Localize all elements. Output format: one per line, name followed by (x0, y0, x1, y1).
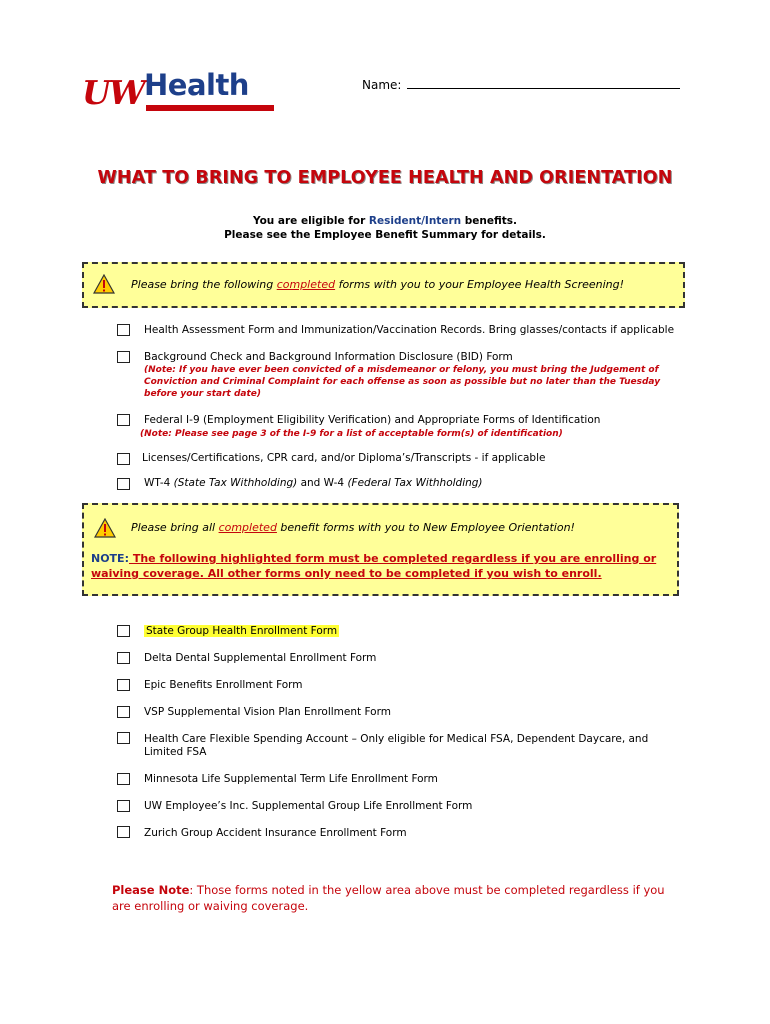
orientation-note-text: The following highlighted form must be completed regardless if you are enrolling or waiving coverage. All other forms only need to be completed if you wish to enroll. (91, 552, 657, 580)
screening-notice-pre: Please bring the following (131, 278, 277, 291)
tax-federal: (Federal Tax Withholding) (347, 477, 483, 489)
checkbox-licenses[interactable] (117, 453, 130, 465)
eligibility-text (0, 214, 770, 242)
eligibility-line2: Please see the Employee Benefit Summary for details. (224, 229, 546, 241)
logo-uw-text: UW (82, 73, 144, 112)
checkbox-delta-dental[interactable] (117, 652, 130, 664)
tax-w4: and W-4 (297, 477, 348, 489)
warning-icon (94, 518, 116, 538)
name-input-line[interactable] (407, 78, 680, 89)
item-health-fsa: Health Care Flexible Spending Account – Only eligible for Medical FSA, Dependent Daycare, and Limited FSA (144, 733, 649, 758)
item-background-check: Background Check and Background Information Disclosure (BID) Form (144, 351, 513, 363)
item-vsp-vision: VSP Supplemental Vision Plan Enrollment Form (144, 706, 391, 718)
name-label: Name: (362, 78, 402, 92)
checkbox-vsp-vision[interactable] (117, 706, 130, 718)
checkbox-health-assessment[interactable] (117, 324, 130, 336)
name-field[interactable] (362, 78, 680, 92)
page-title: WHAT TO BRING TO EMPLOYEE HEALTH AND ORIENTATION (97, 168, 673, 188)
please-note-label: Please Note (112, 883, 190, 897)
screening-notice-post: forms with you to your Employee Health Screening! (335, 278, 625, 291)
screening-notice-text (131, 278, 624, 291)
logo-underline-bar (146, 105, 274, 111)
screening-notice-highlight: completed (276, 278, 336, 291)
item-licenses: Licenses/Certifications, CPR card, and/or Diploma’s/Transcripts - if applicable (142, 452, 546, 464)
item-uw-employees: UW Employee’s Inc. Supplemental Group Life Enrollment Form (144, 800, 473, 812)
please-note-text: : Those forms noted in the yellow area above must be completed regardless if you are enrolling or waiving coverage. (112, 883, 665, 913)
orientation-notice-text (131, 521, 575, 534)
checkbox-epic-benefits[interactable] (117, 679, 130, 691)
item-delta-dental: Delta Dental Supplemental Enrollment Form (144, 652, 377, 664)
note-background-check: (Note: If you have ever been convicted of a misdemeanor or felony, you must bring the Judgement of Conviction and Criminal Complaint for each offense as soon as possible but no later than the Tuesday before your start date) (144, 365, 661, 399)
item-zurich-accident: Zurich Group Accident Insurance Enrollment Form (144, 827, 407, 839)
tax-state: (State Tax Withholding) (173, 477, 298, 489)
please-note (112, 882, 682, 914)
checkbox-state-health[interactable] (117, 625, 130, 637)
orientation-notice-box (82, 503, 679, 596)
checkbox-zurich-accident[interactable] (117, 826, 130, 838)
screening-notice-box (82, 262, 685, 308)
item-state-health (144, 625, 339, 638)
warning-icon (93, 274, 115, 294)
checkbox-health-fsa[interactable] (117, 732, 130, 744)
orientation-note-label: NOTE: (91, 552, 129, 565)
checkbox-federal-i9[interactable] (117, 414, 130, 426)
uw-health-logo (82, 70, 276, 114)
item-minnesota-life: Minnesota Life Supplemental Term Life Enrollment Form (144, 773, 438, 785)
eligibility-line1-post: benefits. (461, 215, 518, 227)
eligibility-benefit-type: Resident/Intern (368, 215, 462, 227)
logo-health-text: Health (144, 68, 249, 102)
orientation-notice-post: benefit forms with you to New Employee Orientation! (276, 521, 575, 534)
item-health-assessment: Health Assessment Form and Immunization/Vaccination Records. Bring glasses/contacts if applicable (144, 324, 675, 336)
checkbox-uw-employees[interactable] (117, 800, 130, 812)
checkbox-minnesota-life[interactable] (117, 773, 130, 785)
orientation-note (91, 551, 671, 581)
item-epic-benefits: Epic Benefits Enrollment Form (144, 679, 303, 691)
checkbox-tax-withholding[interactable] (117, 478, 130, 490)
item-state-health-label: State Group Health Enrollment Form (146, 625, 338, 637)
item-tax-withholding (144, 477, 684, 490)
orientation-notice-highlight: completed (218, 521, 277, 534)
eligibility-line1-pre: You are eligible for (252, 215, 369, 227)
item-federal-i9: Federal I-9 (Employment Eligibility Verification) and Appropriate Forms of Identification (144, 414, 601, 426)
note-federal-i9: (Note: Please see page 3 of the I-9 for a list of acceptable form(s) of identification) (140, 429, 563, 439)
orientation-notice-pre: Please bring all (131, 521, 219, 534)
tax-wt4: WT-4 (144, 477, 174, 489)
checkbox-background-check[interactable] (117, 351, 130, 363)
